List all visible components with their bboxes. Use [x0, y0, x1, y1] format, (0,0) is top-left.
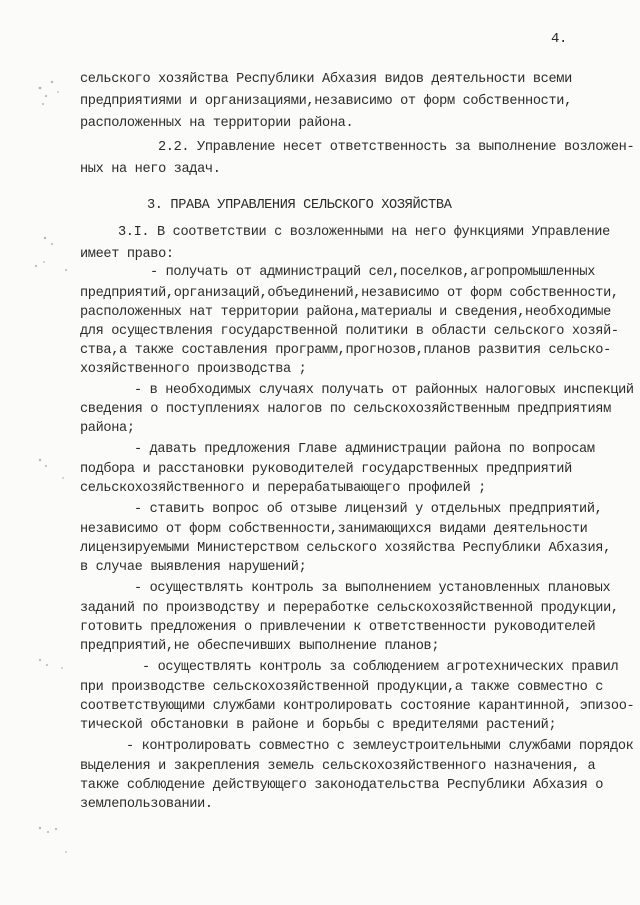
text-line: - давать предложения Главе администрации района по вопросам [134, 442, 595, 457]
text-line: предприятий,не обеспечивших выполнение планов; [80, 639, 440, 654]
text-line: - в необходимых случаях получать от районных налоговых инспекций [134, 383, 634, 398]
text-line: - осуществлять контроль за выполнением установленных плановых [134, 581, 611, 596]
text-line: расположенных на территории района. [80, 116, 354, 131]
text-line: подбора и расстановки руководителей государственных предприятий [80, 462, 572, 477]
text-line: сельского хозяйства Республики Абхазия видов деятельности всеми [80, 72, 572, 87]
text-line: предприятиями и организациями,независимо от форм собственности, [80, 94, 572, 109]
text-line: ных на него задач. [80, 162, 221, 177]
text-line: 2.2. Управление несет ответственность за выполнение возложен- [158, 140, 635, 155]
text-line: землепользовании. [80, 797, 213, 812]
text-line: тической обстановки в районе и борьбы с вредителями растений; [80, 718, 557, 733]
text-line: расположенных нат территории района,материалы и сведения,необходимые [80, 305, 611, 320]
text-line: - осуществлять контроль за соблюдением агротехнических правил [142, 660, 619, 675]
text-line: независимо от форм собственности,занимающихся видами деятельности [80, 522, 588, 537]
text-line: также соблюдение действующего законодательства Республики Абхазия о [80, 778, 604, 793]
section-heading: 3. ПРАВА УПРАВЛЕНИЯ СЕЛЬСКОГО ХОЗЯЙСТВА [147, 198, 452, 213]
text-line: - ставить вопрос об отзыве лицензий у отдельных предприятий, [134, 502, 603, 517]
text-line: хозяйственного производства ; [80, 362, 307, 377]
text-line: района; [80, 421, 135, 436]
text-line: лицензируемыми Министерством сельского хозяйства Республики Абхазия, [80, 541, 611, 556]
text-line: при производстве сельскохозяйственной продукции,а также совместно с [80, 680, 604, 695]
text-line: имеет право: [80, 247, 174, 262]
text-line: заданий по производству и переработке сельскохозяйственной продукции, [80, 601, 619, 616]
text-line: предприятий,организаций,объединений,независимо от форм собственности, [80, 286, 619, 301]
text-line: сведения о поступлениях налогов по сельскохозяйственным предприятиям [80, 402, 611, 417]
text-line: 3.I. В соответствии с возложенными на него функциями Управление [118, 225, 610, 240]
text-line: выделения и закрепления земель сельскохозяйственного назначения, а [80, 759, 596, 774]
page-number: 4. [551, 31, 568, 47]
text-line: сельскохозяйственного и перерабатывающего профилей ; [80, 481, 486, 496]
text-line: - получать от администраций сел,поселков,агропромышленных [150, 265, 596, 280]
text-line: ства,а также составления программ,прогнозов,планов развития сельско- [80, 343, 611, 358]
text-line: в случае выявления нарушений; [80, 560, 307, 575]
text-line: - контролировать совместно с землеустроительными службами порядок [126, 739, 634, 754]
text-line: готовить предложения о привлечении к ответственности руководителей [80, 620, 596, 635]
text-line: соответствующими службами контролировать состояние карантинной, эпизоо- [80, 699, 635, 714]
text-line: для осуществления государственной политики в области сельского хозяй- [80, 324, 619, 339]
